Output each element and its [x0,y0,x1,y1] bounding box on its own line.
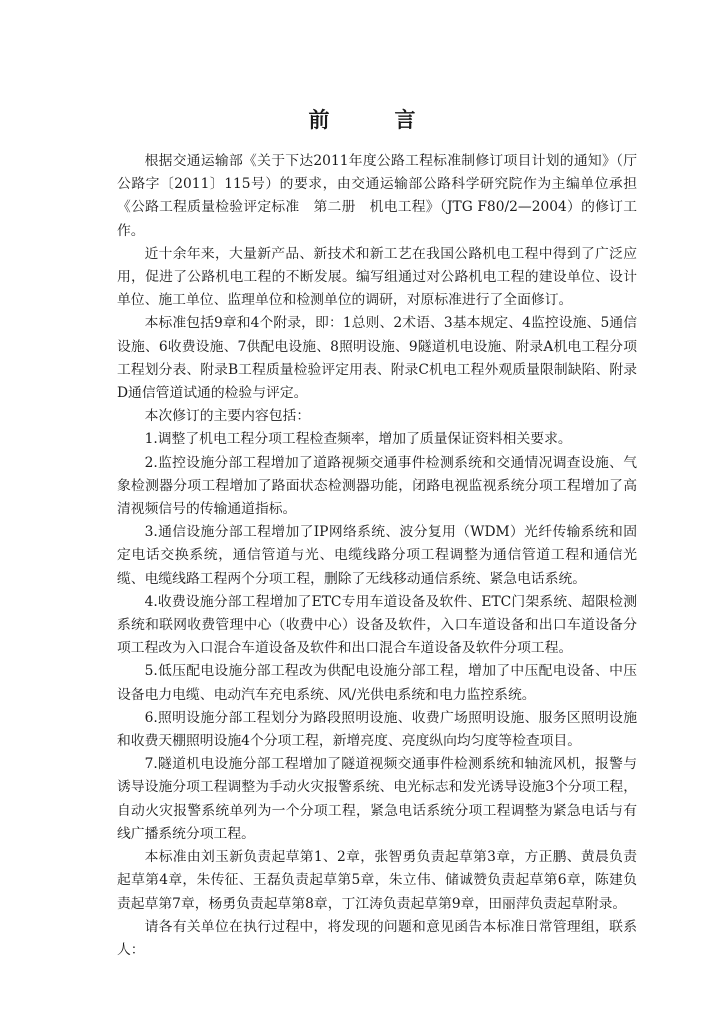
paragraph: 5.低压配电设施分部工程改为供配电设施分部工程，增加了中压配电设备、中压设备电力电缆、电动汽车充电系统、风/光供电系统和电力监控系统。 [117,663,637,703]
paragraph: 2.监控设施分部工程增加了道路视频交通事件检测系统和交通情况调查设施、气象检测器分项工程增加了路面状态检测器功能，闭路电视监视系统分项工程增加了高清视频信号的传输通道指标。 [117,454,637,518]
paragraph: 3.通信设施分部工程增加了IP网络系统、波分复用（WDM）光纤传输系统和固定电话交换系统，通信管道与光、电缆线路分项工程调整为通信管道工程和通信光缆、电缆线路工程两个分项工程，删除了无线移动通信系统、紧急电话系统。 [117,524,637,587]
paragraph: 请各有关单位在执行过程中，将发现的问题和意见函告本标准日常管理组，联系人： [117,918,637,958]
paragraph: 根据交通运输部《关于下达2011年度公路工程标准制修订项目计划的通知》（厅公路字〔2011〕115号）的要求，由交通运输部公路科学研究院作为主编单位承担《公路工程质量检验评定标准 第二册 机电工程》（JTG F80/2—2004）的修订工作。 [117,153,637,239]
paragraph: 本标准包括9章和4个附录，即：1总则、2术语、3基本规定、4监控设施、5通信设施、6收费设施、7供配电设施、8照明设施、9隧道机电设施、附录A机电工程分项工程划分表、附录B工程质量检验评定用表、附录C机电工程外观质量限制缺陷、附录D通信管道试通的检验与评定。 [117,315,637,402]
paragraph: 近十余年来，大量新产品、新技术和新工艺在我国公路机电工程中得到了广泛应用，促进了公路机电工程的不断发展。编写组通过对公路机电工程的建设单位、设计单位、施工单位、监理单位和检测单位的调研，对原标准进行了全面修订。 [117,245,637,309]
paragraph: 4.收费设施分部工程增加了ETC专用车道设备及软件、ETC门架系统、超限检测系统和联网收费管理中心（收费中心）设备及软件，入口车道设备和出口车道设备分项工程改为入口混合车道设备及软件和出口混合车道设备及软件分项工程。 [117,593,637,657]
page-title: 前 言 [308,107,438,132]
paragraph: 7.隧道机电设施分部工程增加了隧道视频交通事件检测系统和轴流风机，报警与诱导设施分项工程调整为手动火灾报警系统、电光标志和发光诱导设施3个分项工程，自动火灾报警系统单列为一个分项工程，紧急电话系统分项工程调整为紧急电话与有线广播系统分项工程。 [117,756,637,842]
paragraph: 本次修订的主要内容包括： [144,408,311,425]
paragraph: 6.照明设施分部工程划分为路段照明设施、收费广场照明设施、服务区照明设施和收费天棚照明设施4个分项工程，新增亮度、亮度纵向均匀度等检查项目。 [117,709,637,750]
document-body [117,150,637,962]
paragraph: 本标准由刘玉新负责起草第1、2章，张智勇负责起草第3章，方正鹏、黄晨负责起草第4章，朱传征、王磊负责起草第5章，朱立伟、储诚赞负责起草第6章，陈建负责起草第7章，杨勇负责起草第8章，丁江涛负责起草第9章，田丽萍负责起草附录。 [117,849,637,912]
paragraph: 1.调整了机电工程分项工程检查频率，增加了质量保证资料相关要求。 [144,431,572,448]
